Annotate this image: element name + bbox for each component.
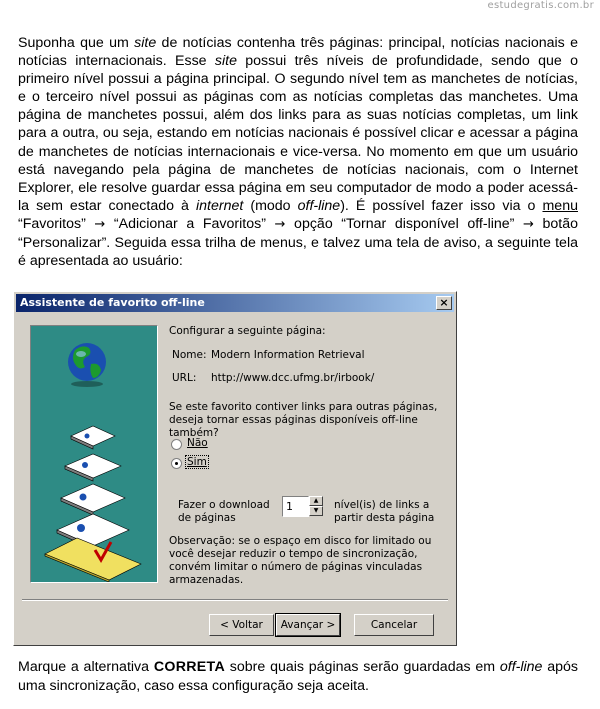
button-separator	[22, 599, 448, 601]
question-offline-term: off-line	[297, 197, 341, 214]
question-site-term: site	[214, 53, 237, 70]
globe-and-pages-icon	[31, 326, 157, 582]
instruction-part: Marque a alternativa	[18, 659, 154, 675]
question-part: possui três níveis de profundidade, sendo que o primeiro nível possui a página principal. O segundo nível tem as manchetes de notícias, e o terceiro nível possui as páginas com as notícias completas das manchetes. Uma página de manchetes possui, além dos links para as suas notícias completas, um link para a outra, ou seja, estando em notícias nacionais é possível clicar e acessar a página de manchetes de notícias internacionais e vice-versa. No momento em que um usuário está navegando pela página de manchetes de notícias nacionais, com o Internet Explorer, ele resolve guardar essa página em seu computador de modo a poder acessá-la sem estar conectado à	[18, 53, 578, 214]
question-part: opção “Tornar disponível off-line”	[285, 215, 523, 232]
watermark: estudegratis.com.br	[487, 0, 594, 11]
arrow-icon: →	[274, 216, 286, 232]
back-button[interactable]: < Voltar	[209, 614, 274, 636]
name-value: Modern Information Retrieval	[211, 349, 365, 361]
download-label: Fazer o download de páginas	[178, 499, 270, 524]
url-label: URL:	[172, 372, 197, 384]
question-part: “Favoritos”	[18, 215, 95, 232]
radio-no-label[interactable]	[187, 437, 208, 449]
radio-yes-label[interactable]	[186, 456, 208, 468]
question-part: ). É possível fazer isso via o	[340, 197, 543, 214]
question-part: de notícias contenha três páginas: principal, notícias nacionais e notícias internacionais. Esse	[18, 35, 578, 70]
arrow-icon: →	[94, 216, 106, 232]
instruction-part: após uma sincronização, caso essa configuração seja aceita.	[18, 659, 579, 694]
question-internet-term: internet	[195, 197, 244, 214]
question-part: Suponha que um	[18, 35, 135, 51]
spin-down-icon[interactable]: ▼	[309, 506, 323, 516]
spin-up-icon[interactable]: ▲	[309, 496, 323, 506]
radio-no[interactable]	[171, 439, 182, 450]
question-text	[18, 34, 578, 270]
question-part: botão “Personalizar”. Seguida essa trilha de menus, e talvez uma tela de aviso, a seguinte tela é apresentada ao usuário:	[18, 215, 578, 270]
radio-no-text: Não	[187, 437, 208, 449]
radio-yes[interactable]	[171, 458, 182, 469]
cancel-button[interactable]: Cancelar	[354, 614, 434, 636]
url-value: http://www.dcc.ufmg.br/irbook/	[211, 372, 375, 384]
dialog-titlebar[interactable]	[16, 294, 454, 312]
configure-label: Configurar a seguinte página:	[169, 325, 326, 337]
wizard-illustration	[30, 325, 158, 583]
links-question: Se este favorito contiver links para outras páginas, deseja tornar essas páginas disponíveis off-line também?	[169, 401, 438, 439]
download-levels-input[interactable]: 1	[282, 496, 309, 517]
download-levels-stepper	[309, 496, 323, 517]
question-part: (modo	[243, 197, 298, 214]
note-text: Observação: se o espaço em disco for limitado ou você desejar reduzir o tempo de sincronização, convém limitar o número de páginas vinculadas armazenadas.	[169, 535, 432, 586]
offline-favorite-wizard-dialog	[13, 291, 457, 646]
next-button[interactable]: Avançar >	[276, 614, 340, 636]
instruction-part: sobre quais páginas serão guardadas em	[225, 659, 500, 675]
close-icon[interactable]: ×	[436, 296, 452, 310]
answer-instruction	[18, 658, 578, 695]
offline-term: off-line	[499, 659, 543, 675]
name-label: Nome:	[172, 349, 207, 361]
question-menu-term: menu	[542, 197, 578, 214]
question-part: “Adicionar a Favoritos”	[105, 215, 275, 232]
radio-yes-text: Sim	[187, 456, 207, 468]
levels-label: nível(is) de links a partir desta página	[334, 499, 435, 524]
question-site-term: site	[134, 35, 157, 51]
arrow-icon: →	[522, 216, 534, 232]
correta-term: CORRETA	[153, 659, 226, 675]
dialog-title: Assistente de favorito off-line	[20, 296, 205, 309]
